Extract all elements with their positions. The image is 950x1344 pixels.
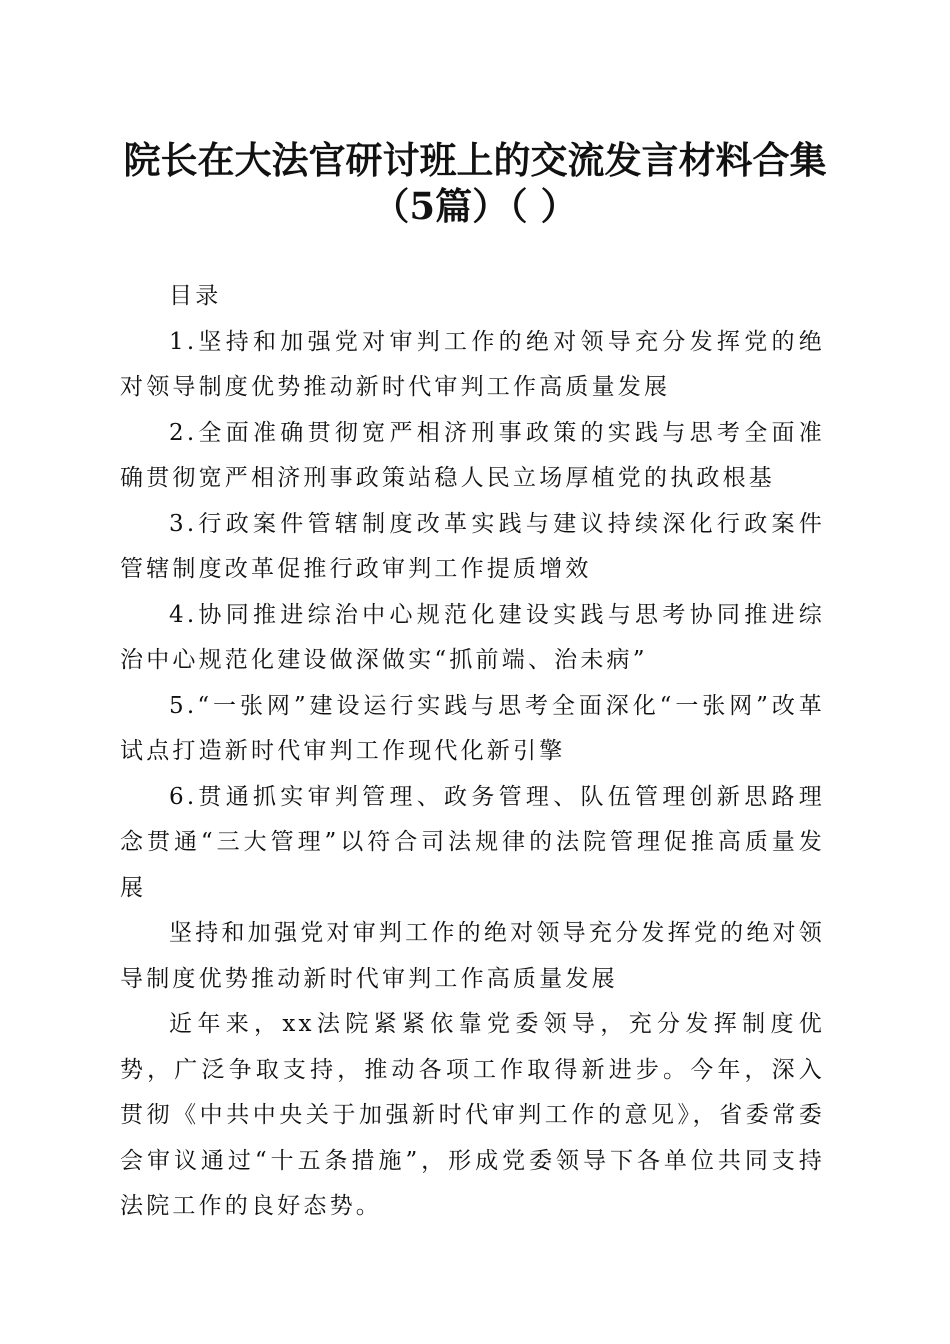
document-title-line-2: （5篇）（ ）	[372, 184, 578, 228]
toc-item-4: 4.协同推进综治中心规范化建设实践与思考协同推进综治中心规范化建设做深做实“抓前端、治未病”	[120, 601, 825, 673]
document-title-line-1: 院长在大法官研讨班上的交流发言材料合集	[123, 138, 827, 182]
toc-item-2: 2.全面准确贯彻宽严相济刑事政策的实践与思考全面准确贯彻宽严相济刑事政策站稳人民立场厚植党的执政根基	[120, 419, 825, 491]
toc-item-3: 3.行政案件管辖制度改革实践与建议持续深化行政案件管辖制度改革促推行政审判工作提质增效	[120, 510, 825, 582]
toc-item-6: 6.贯通抓实审判管理、政务管理、队伍管理创新思路理念贯通“三大管理”以符合司法规律的法院管理促推高质量发展	[120, 783, 825, 901]
toc-item-1: 1.坚持和加强党对审判工作的绝对领导充分发挥党的绝对领导制度优势推动新时代审判工作高质量发展	[120, 328, 825, 400]
toc-heading: 目录	[169, 283, 222, 309]
document-body	[120, 274, 825, 1230]
toc-item-5: 5.“一张网”建设运行实践与思考全面深化“一张网”改革试点打造新时代审判工作现代化新引擎	[120, 692, 825, 764]
section-heading: 坚持和加强党对审判工作的绝对领导充分发挥党的绝对领导制度优势推动新时代审判工作高质量发展	[120, 920, 825, 992]
body-paragraph: 近年来，xx法院紧紧依靠党委领导，充分发挥制度优势，广泛争取支持，推动各项工作取得新进步。今年，深入贯彻《中共中央关于加强新时代审判工作的意见》，省委常委会审议通过“十五条措施”，形成党委领导下各单位共同支持法院工作的良好态势。	[120, 1011, 825, 1219]
